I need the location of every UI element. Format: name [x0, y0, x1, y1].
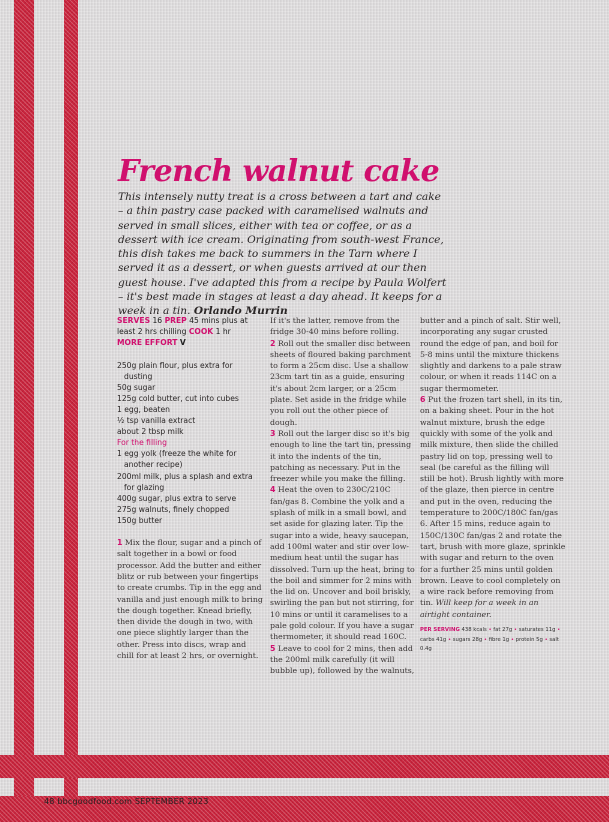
step-number: 5: [270, 643, 276, 653]
nutrition-item: fibre 1g: [488, 636, 510, 643]
ingredient-item: 250g plain flour, plus extra for dusting: [117, 360, 233, 381]
ingredient-item: about 2 tbsp milk: [117, 427, 184, 437]
cook-value: 1 hr: [215, 327, 231, 337]
tea-towel-stripe-vertical: [64, 0, 78, 822]
vegetarian-badge: V: [179, 338, 186, 348]
nutrition-item: 438 kcals: [461, 627, 487, 634]
method-step: [270, 338, 416, 428]
nutrition-info: PER SERVING 438 kcals • fat 27g • saturates 11g • carbs 41g • sugars 28g • fibre 1g • protein 5g • salt 0.4g: [420, 627, 561, 653]
storage-note: Will keep for a week in an airtight container.: [420, 598, 539, 619]
ingredient-item: ½ tsp vanilla extract: [117, 416, 196, 426]
method-step-continued: [420, 315, 566, 394]
ingredient-item: 1 egg, beaten: [117, 404, 170, 414]
step-number: 4: [270, 485, 276, 495]
step-text: butter and a pinch of salt. Stir well, incorporating any sugar crusted round the edge of pan, and boil for 5-8 mins until the mixture thickens slightly and darkens to a pale straw colour, or when it reads 114C on a sugar thermometer.: [420, 316, 562, 393]
ingredient-item: 125g cold butter, cut into cubes: [117, 393, 239, 403]
column-1: [117, 315, 263, 661]
nutrition-item: saturates 11g: [518, 627, 556, 634]
filling-heading: For the filling: [117, 438, 167, 448]
page-number: 48: [44, 797, 55, 806]
prep-label: PREP: [164, 316, 187, 325]
method-step: [270, 428, 416, 484]
ingredient-item: 400g sugar, plus extra to serve: [117, 493, 237, 503]
nutrition-item: protein 5g: [515, 636, 543, 643]
author-byline: Orlando Murrin: [193, 305, 288, 318]
cook-label: COOK: [188, 327, 214, 337]
effort-label: MORE EFFORT: [117, 338, 178, 348]
prep-value: 45 mins plus at least 2 hrs chilling: [117, 316, 248, 337]
ingredient-item: 200ml milk, plus a splash and extra for glazing: [117, 471, 253, 492]
nutrition-item: sugars 28g: [452, 636, 483, 643]
recipe-intro: [118, 190, 448, 319]
column-2: [270, 315, 416, 677]
step-text: Mix the flour, sugar and a pinch of salt together in a bowl or food processor. Add the butter and either blitz or rub between your fingertips to create crumbs. Tip in the egg and vanilla and just enough milk to bring the dough together. Knead briefly, then divide the dough in two, with one piece slightly larger than the other. Press into discs, wrap and chill for at least 2 hrs, or overnight.: [117, 538, 263, 660]
ingredient-item: 1 egg yolk (freeze the white for another recipe): [117, 449, 237, 470]
method-step-continued: [270, 315, 416, 338]
intro-text: This intensely nutty treat is a cross between a tart and cake – a thin pastry case packed with caramelised walnuts and served in small slices, either with tea or coffee, or as a dessert with ice cream. Originating from south-west France, this dish takes me back to summers in the Tarn where I served it as a dessert, or when guests arrived at our then guest house. I've adapted this from a recipe by Paula Wolfert – it's best made in stages at least a day ahead. It keeps for a week in a tin.: [118, 191, 447, 318]
recipe-meta: [117, 315, 263, 349]
tea-towel-stripe-horizontal: [0, 755, 609, 778]
footer-site: bbcgoodfood.com: [57, 797, 133, 806]
method-step: [117, 537, 263, 661]
step-number: 3: [270, 428, 276, 438]
ingredients-list: [117, 360, 263, 526]
method-step: [420, 394, 566, 620]
step-number: 6: [420, 395, 426, 405]
ingredient-item: 50g sugar: [117, 382, 156, 392]
recipe-title: French walnut cake: [118, 154, 440, 189]
ingredient-item: 150g butter: [117, 515, 163, 525]
serves-value: 16: [152, 316, 163, 325]
step-text: Put the frozen tart shell, in its tin, on a baking sheet. Pour in the hot walnut mixture, brush the edge quickly with some of the yolk and milk mixture, then slide the chilled pastry lid on top, pressing well to seal (be careful as the filling will still be hot). Brush lightly with more of the glaze, then pierce in centre and put in the oven, reducing the temperature to 200C/180C fan/gas 6. After 15 mins, reduce again to 150C/130C fan/gas 2 and rotate the tart, brush with more glaze, sprinkle with sugar and return to the oven for a further 25 mins until golden brown. Leave to cool completely on a wire rack before removing from tin.: [420, 395, 566, 608]
column-3: [420, 315, 566, 655]
method-step: [270, 484, 416, 642]
nutrition-item: salt 0.4g: [420, 636, 559, 653]
step-text: Leave to cool for 2 mins, then add the 200ml milk carefully (it will bubble up), followed by the walnuts,: [270, 643, 415, 676]
method-step: [270, 643, 416, 677]
nutrition-item: fat 27g: [493, 627, 513, 634]
step-text: Heat the oven to 230C/210C fan/gas 8. Combine the yolk and a splash of milk in a small bowl, and set aside for glazing later. Tip the sugar into a wide, heavy saucepan, add 100ml water and stir over low-medium heat until the sugar has dissolved. Turn up the heat, bring to the boil and simmer for 2 mins with the lid on. Uncover and boil briskly, swirling the pan but not stirring, for 10 mins or until it caramelises to a pale gold colour. If you have a sugar thermometer, it should read 160C.: [270, 485, 415, 642]
method-steps: [117, 537, 263, 661]
step-text: Roll out the smaller disc between sheets of floured baking parchment to form a 25cm disc. Use a shallow 23cm tart tin as a guide, ensuring it's about 2cm larger, or a 25cm plate. Set aside in the fridge while you roll out the other piece of dough.: [270, 338, 411, 427]
serves-label: SERVES: [117, 316, 151, 325]
step-text: Roll out the larger disc so it's big enough to line the tart tin, pressing it into the indents of the tin, patching as necessary. Put in the freezer while you make the filling.: [270, 428, 412, 484]
page-footer: [44, 797, 209, 806]
step-number: 2: [270, 338, 276, 348]
footer-issue: SEPTEMBER 2023: [134, 797, 209, 806]
tea-towel-stripe-vertical: [14, 0, 34, 822]
ingredient-item: 275g walnuts, finely chopped: [117, 504, 230, 514]
nutrition-item: carbs 41g: [420, 636, 447, 643]
step-text: If it's the latter, remove from the fridge 30-40 mins before rolling.: [270, 316, 400, 337]
step-number: 1: [117, 538, 123, 548]
nutrition-label: PER SERVING: [420, 627, 460, 634]
